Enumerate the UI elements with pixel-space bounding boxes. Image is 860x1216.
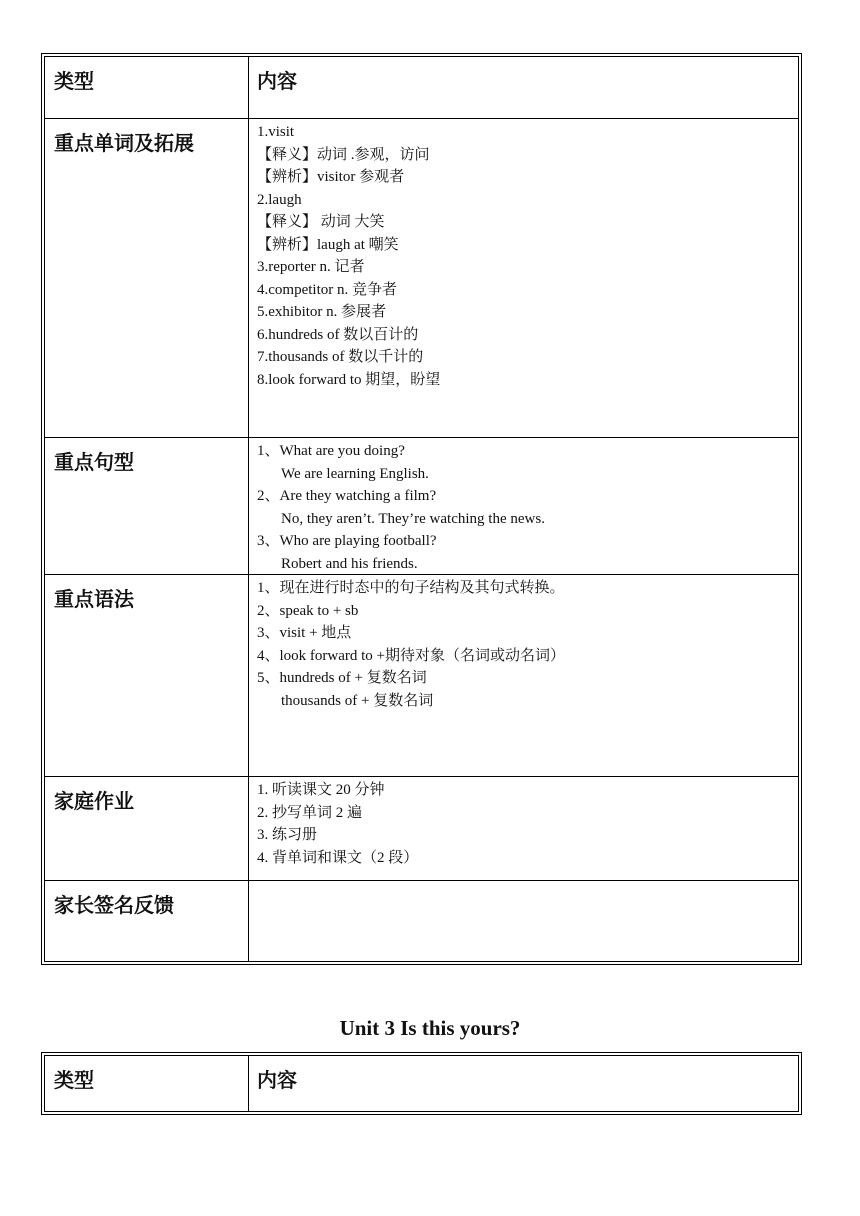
- row-sentence-patterns-type: 重点句型: [45, 438, 249, 574]
- row-vocabulary-type: 重点单词及拓展: [45, 119, 249, 437]
- sentence-line: 1、What are you doing?: [257, 443, 405, 459]
- vocab-line: 3.reporter n. 记者: [257, 259, 365, 275]
- row-parent-signature-type: 家长签名反馈: [45, 881, 249, 961]
- header-type: 类型: [45, 57, 249, 118]
- grammar-line: 2、speak to + sb: [257, 602, 359, 619]
- header-content: 内容: [257, 1068, 297, 1092]
- row-vocabulary: [45, 119, 798, 438]
- homework-line: 1. 听读课文 20 分钟: [257, 782, 385, 798]
- unit-title: Unit 3 Is this yours?: [339, 1016, 521, 1040]
- vocab-line: 8.look forward to 期望，盼望: [257, 371, 441, 388]
- sentence-line: Robert and his friends.: [281, 555, 418, 572]
- header-type: 类型: [45, 1056, 249, 1111]
- vocab-line: 【辨析】laugh at 嘲笑: [257, 236, 399, 253]
- sentence-line: 2、Are they watching a film?: [257, 488, 437, 504]
- homework-line: 3. 练习册: [257, 827, 318, 843]
- row-sentence-patterns: [45, 438, 798, 575]
- vocab-line: 6.hundreds of 数以百计的: [257, 326, 419, 343]
- row-vocabulary-content: [249, 119, 798, 437]
- row-homework-type: 家庭作业: [45, 777, 249, 880]
- parent-signature-field: [249, 881, 798, 961]
- header-content: 内容: [257, 69, 297, 93]
- homework-line: 2. 抄写单词 2 遍: [257, 804, 363, 821]
- vocab-line: 【辨析】visitor 参观者: [257, 169, 405, 185]
- grammar-line: 3、visit + 地点: [257, 625, 352, 641]
- lesson-table-unit3: [41, 1052, 802, 1115]
- vocab-line: 【释义】动词 .参观，访问: [257, 146, 430, 163]
- vocab-line: 2.laugh: [257, 191, 302, 208]
- vocab-line: 4.competitor n. 竞争者: [257, 281, 397, 298]
- vocab-line: 1.visit: [257, 124, 295, 140]
- row-grammar-type: 重点语法: [45, 575, 249, 776]
- sentence-line: No, they aren’t. They’re watching the news.: [281, 510, 545, 527]
- grammar-line: 4、look forward to +期待对象（名词或动名词）: [257, 647, 566, 664]
- row-parent-signature: [45, 881, 798, 961]
- grammar-line: 1、现在进行时态中的句子结构及其句式转换。: [257, 580, 565, 596]
- row-grammar: [45, 575, 798, 777]
- vocab-line: 7.thousands of 数以千计的: [257, 349, 424, 365]
- grammar-line: thousands of + 复数名词: [281, 692, 434, 709]
- row-grammar-content: [249, 575, 798, 776]
- sentence-line: 3、Who are playing football?: [257, 533, 437, 549]
- row-homework-content: [249, 777, 798, 880]
- vocab-line: 【释义】 动词 大笑: [257, 214, 385, 230]
- row-homework: [45, 777, 798, 881]
- table-header-row: [45, 1056, 798, 1111]
- lesson-table: [41, 53, 802, 965]
- table-header-row: [45, 57, 798, 119]
- row-sentence-patterns-content: [249, 438, 798, 574]
- sentence-line: We are learning English.: [281, 465, 429, 482]
- vocab-line: 5.exhibitor n. 参展者: [257, 304, 387, 320]
- grammar-line: 5、hundreds of + 复数名词: [257, 670, 427, 686]
- homework-line: 4. 背单词和课文（2 段）: [257, 849, 419, 866]
